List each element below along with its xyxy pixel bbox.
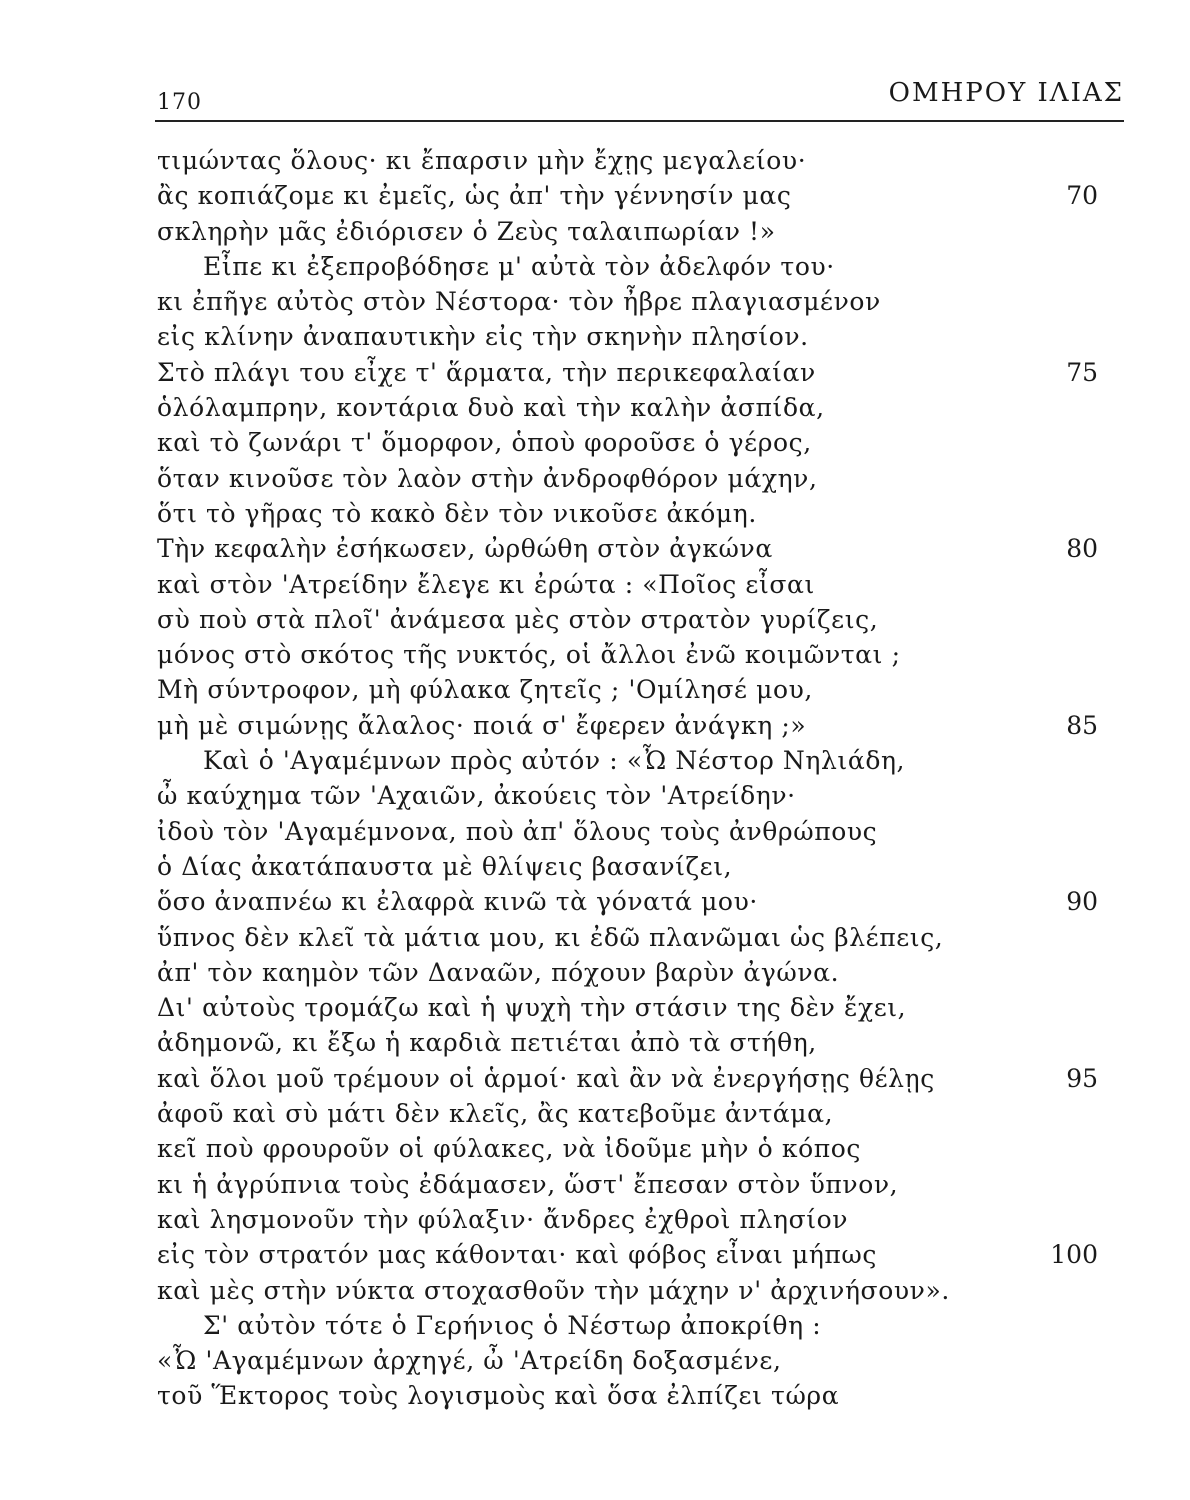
verse-line: τιμώντας ὅλους· κι ἔπαρσιν μὴν ἔχῃς μεγαλείου· <box>157 146 807 175</box>
verse-line: τοῦ Ἕκτορος τοὺς λογισμοὺς καὶ ὅσα ἐλπίζει τώρα <box>157 1381 840 1411</box>
running-title: ΟΜΗΡΟΥ ΙΛΙΑΣ <box>888 78 1124 108</box>
verse-line: σὺ ποὺ στὰ πλοῖ' ἀνάμεσα μὲς στὸν στρατὸν γυρίζεις, <box>157 604 879 634</box>
verse-line: Τὴν κεφαλὴν ἐσήκωσεν, ὠρθώθη στὸν ἀγκώνα <box>157 534 773 564</box>
verse-line: κι ἡ ἀγρύπνια τοὺς ἐδάμασεν, ὥστ' ἔπεσαν στὸν ὕπνον, <box>157 1169 899 1199</box>
verse-line: κι ἐπῆγε αὐτὸς στὸν Νέστορα· τὸν ἦβρε πλαγιασμένον <box>157 287 881 317</box>
line-number-marker: 75 <box>1066 357 1098 387</box>
verse-line: ἀδημονῶ, κι ἔξω ἡ καρδιὰ πετιέται ἀπὸ τὰ στήθη, <box>157 1028 817 1058</box>
verse-line: καὶ ὅλοι μοῦ τρέμουν οἱ ἁρμοί· καὶ ἂν νὰ ἐνεργήσῃς θέλῃς <box>157 1063 935 1093</box>
line-number-marker: 95 <box>1066 1063 1098 1093</box>
verse-line: ἀφοῦ καὶ σὺ μάτι δὲν κλεῖς, ἂς κατεβοῦμε ἀντάμα, <box>157 1099 834 1129</box>
verse-line: ὅτι τὸ γῆρας τὸ κακὸ δὲν τὸν νικοῦσε ἀκόμη. <box>157 498 757 528</box>
verse-line: ὁλόλαμπρην, κοντάρια δυὸ καὶ τὴν καλὴν ἀσπίδα, <box>157 393 825 423</box>
verse-line: καὶ μὲς στὴν νύκτα στοχασθοῦν τὴν μάχην ν' ἀρχινήσουν». <box>157 1275 950 1305</box>
verse-line: ὁ Δίας ἀκατάπαυστα μὲ θλίψεις βασανίζει, <box>157 851 733 881</box>
verse-line: καὶ στὸν 'Ατρείδην ἔλεγε κι ἐρώτα : «Ποῖος εἶσαι <box>157 569 815 599</box>
verse-line: ὅσο ἀναπνέω κι ἐλαφρὰ κινῶ τὰ γόνατά μου· <box>157 887 758 917</box>
verse-line: κεῖ ποὺ φρουροῦν οἱ φύλακες, νὰ ἰδοῦμε μὴν ὁ κόπος <box>157 1134 861 1164</box>
page-header <box>155 70 1124 122</box>
verse-line: Εἶπε κι ἐξεπροβόδησε μ' αὐτὰ τὸν ἀδελφόν του· <box>203 251 835 281</box>
verse-line: ἰδοὺ τὸν 'Αγαμέμνονα, ποὺ ἀπ' ὅλους τοὺς ἀνθρώπους <box>157 816 878 846</box>
verse-line: Σ' αὐτὸν τότε ὁ Γερήνιος ὁ Νέστωρ ἀποκρίθη : <box>203 1310 822 1340</box>
verse-line: μόνος στὸ σκότος τῆς νυκτός, οἱ ἄλλοι ἐνῶ κοιμῶνται ; <box>157 640 901 670</box>
verse-line: καὶ λησμονοῦν τὴν φύλαξιν· ἄνδρες ἐχθροὶ πλησίον <box>157 1204 849 1234</box>
verse-line: καὶ τὸ ζωνάρι τ' ὅμορφον, ὁποὺ φοροῦσε ὁ γέρος, <box>157 428 812 458</box>
verse-line: ἀπ' τὸν καημὸν τῶν Δαναῶν, πόχουν βαρὺν ἀγώνα. <box>157 957 840 987</box>
verse-line: Μὴ σύντροφον, μὴ φύλακα ζητεῖς ; 'Ομίλησέ μου, <box>157 675 813 705</box>
verse-line: ὦ καύχημα τῶν 'Αχαιῶν, ἀκούεις τὸν 'Ατρείδην· <box>157 781 796 811</box>
line-number-marker: 85 <box>1066 710 1098 740</box>
verse-line: σκληρὴν μᾶς ἐδιόρισεν ὁ Ζεὺς ταλαιπωρίαν !» <box>157 216 776 246</box>
line-number-marker: 80 <box>1066 534 1098 564</box>
verse-line: Στὸ πλάγι του εἶχε τ' ἅρματα, τὴν περικεφαλαίαν <box>157 357 816 387</box>
verse-line: μὴ μὲ σιμώνῃς ἄλαλος· ποιά σ' ἔφερεν ἀνάγκη ;» <box>157 710 807 740</box>
verse-line: Καὶ ὁ 'Αγαμέμνων πρὸς αὐτόν : «Ὦ Νέστορ Νηλιάδη, <box>203 746 906 776</box>
verse-line: «Ὦ 'Αγαμέμνων ἀρχηγέ, ὦ 'Ατρείδη δοξασμένε, <box>157 1346 782 1376</box>
verse-line: ὅταν κινοῦσε τὸν λαὸν στὴν ἀνδροφθόρον μάχην, <box>157 463 818 493</box>
verse-line: Δι' αὐτοὺς τρομάζω καὶ ἡ ψυχὴ τὴν στάσιν της δὲν ἔχει, <box>157 993 907 1023</box>
verse-line: εἰς κλίνην ἀναπαυτικὴν εἰς τὴν σκηνὴν πλησίον. <box>157 322 809 352</box>
line-number-marker: 100 <box>1050 1240 1098 1270</box>
line-number-marker: 70 <box>1066 181 1098 211</box>
verse-line: ἂς κοπιάζομε κι ἐμεῖς, ὡς ἀπ' τὴν γέννησίν μας <box>157 181 792 211</box>
verse-line: εἰς τὸν στρατόν μας κάθονται· καὶ φόβος εἶναι μήπως <box>157 1240 878 1270</box>
page-number: 170 <box>157 90 202 115</box>
verse-text <box>157 143 957 1414</box>
line-number-marker: 90 <box>1066 887 1098 917</box>
verse-line: ὕπνος δὲν κλεῖ τὰ μάτια μου, κι ἐδῶ πλανῶμαι ὡς βλέπεις, <box>157 922 944 952</box>
